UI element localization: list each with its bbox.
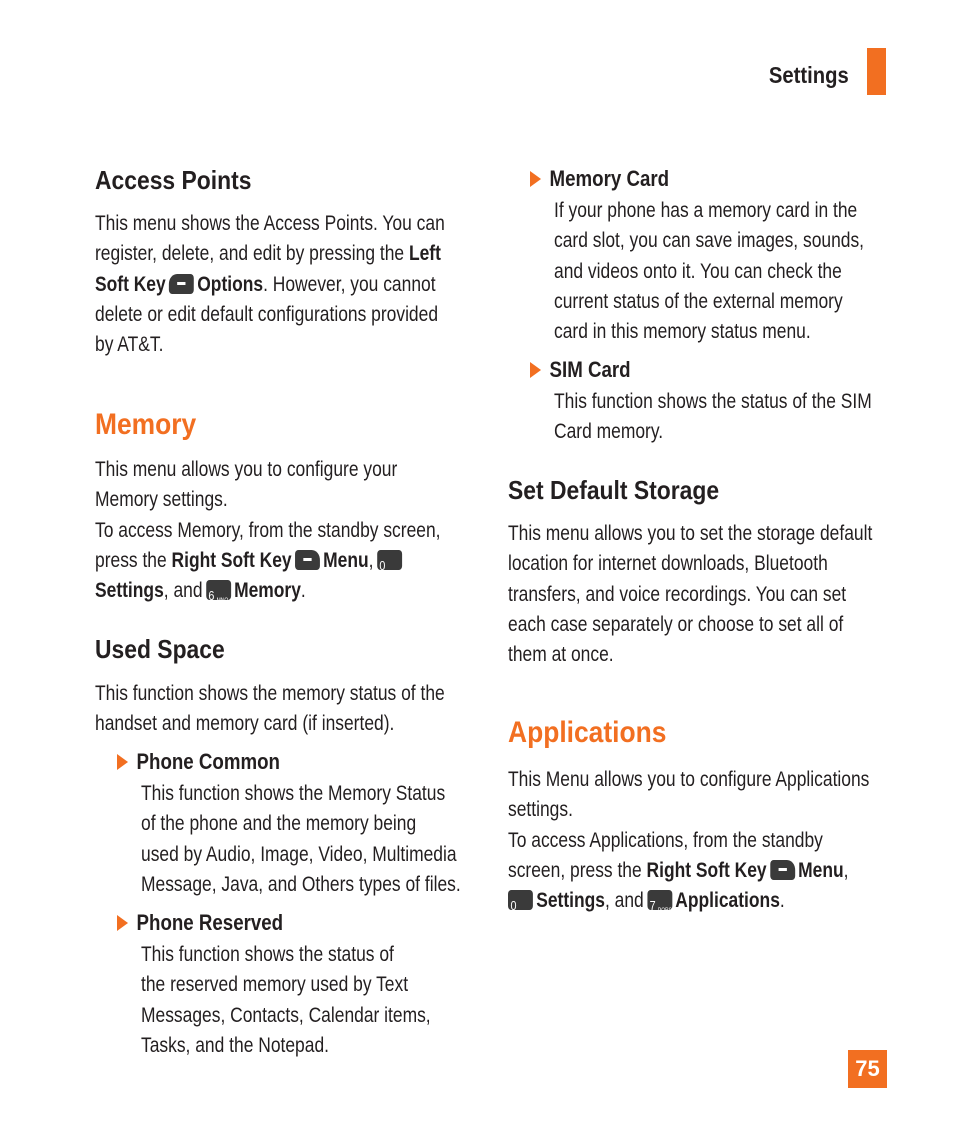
sim-card-body: This function shows the status of the SIM Card memory. xyxy=(554,390,872,444)
set-default-storage-body: This menu allows you to set the storage default location for internet downloads, Bluetooth transfers, and voice recordings. You can set each case separately or choose to set all of them at once. xyxy=(508,522,873,667)
page-number: 75 xyxy=(848,1050,887,1088)
seven-key-icon: 7 PQRS xyxy=(647,890,672,910)
phone-reserved-subheading: Phone Reserved xyxy=(117,910,283,936)
sim-card-subheading: SIM Card xyxy=(530,357,631,383)
triangle-bullet-icon xyxy=(530,171,541,187)
memory-heading: Memory xyxy=(95,408,197,441)
right-soft-key-icon xyxy=(770,860,795,880)
access-points-body: This menu shows the Access Points. You can register, delete, and edit by pressing the Left Soft Key Options. However, you cannot delete or edit default configurations provided by AT&T. xyxy=(95,212,445,357)
triangle-bullet-icon xyxy=(530,362,541,378)
used-space-heading: Used Space xyxy=(95,634,225,664)
memory-body: This menu allows you to configure your Memory settings. To access Memory, from the standby screen, press the Right Soft Key Menu, 0 Settings, and 6 MNO Memory. xyxy=(95,458,441,605)
left-soft-key-icon xyxy=(169,274,194,294)
header-section-title: Settings xyxy=(769,62,849,88)
header-accent-bar xyxy=(867,48,886,95)
memory-card-subheading: Memory Card xyxy=(530,166,669,192)
triangle-bullet-icon xyxy=(117,915,128,931)
memory-card-body: If your phone has a memory card in the card slot, you can save images, sounds, and videos onto it. You can check the current status of the external memory card in this memory status menu. xyxy=(554,199,865,344)
phone-common-body: This function shows the Memory Status of the phone and the memory being used by Audio, Image, Video, Multimedia Message, Java, and Others types of files. xyxy=(141,782,461,896)
set-default-storage-heading: Set Default Storage xyxy=(508,475,720,505)
triangle-bullet-icon xyxy=(117,754,128,770)
applications-body: This Menu allows you to configure Applications settings. To access Applications, from the standby screen, press the Right Soft Key Menu, 0 Settings, and 7 PQRS Applications. xyxy=(508,768,870,915)
zero-key-icon: 0 xyxy=(377,550,402,570)
six-key-icon: 6 MNO xyxy=(206,580,231,600)
phone-reserved-body: This function shows the status of the reserved memory used by Text Messages, Contacts, Calendar items, Tasks, and the Notepad. xyxy=(141,943,431,1057)
right-soft-key-icon xyxy=(295,550,320,570)
used-space-body: This function shows the memory status of the handset and memory card (if inserted). xyxy=(95,682,445,736)
applications-heading: Applications xyxy=(508,716,667,749)
zero-key-icon: 0 xyxy=(508,890,533,910)
phone-common-subheading: Phone Common xyxy=(117,749,280,775)
access-points-heading: Access Points xyxy=(95,165,252,195)
